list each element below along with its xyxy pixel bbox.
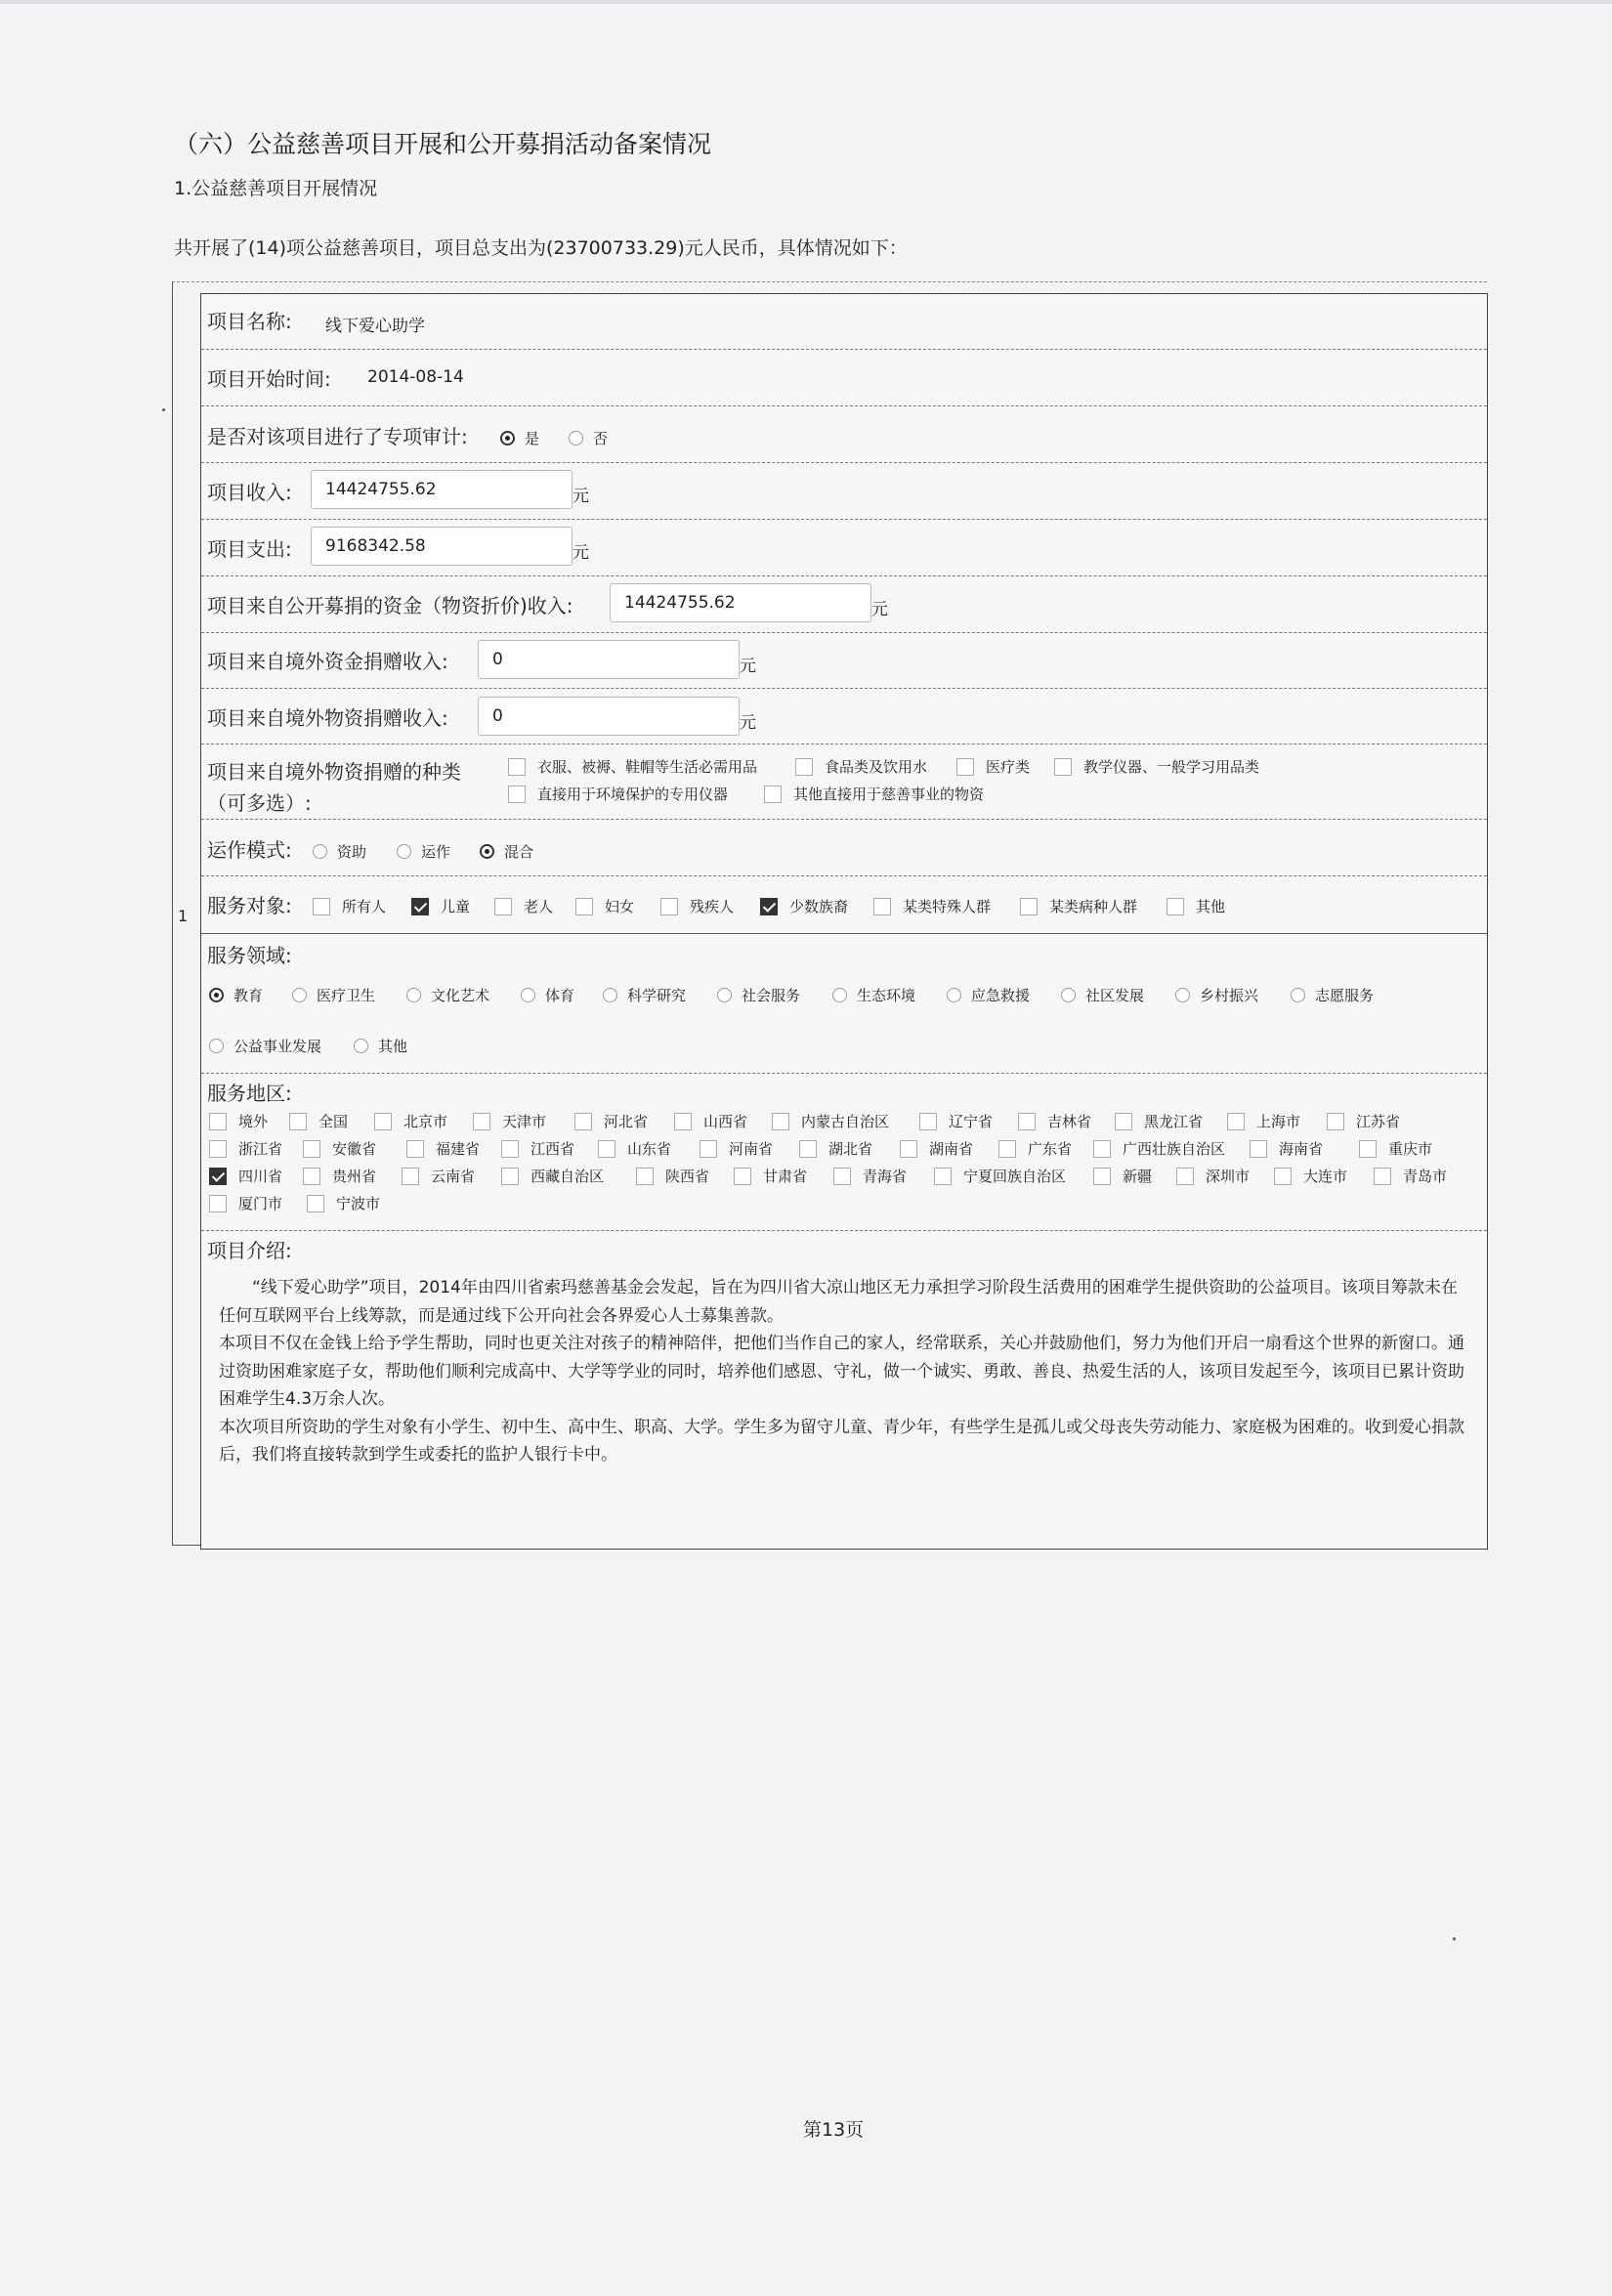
checkbox-icon: [660, 898, 678, 915]
project-form: [200, 293, 1488, 1550]
foreign-fund-label: 项目来自境外资金捐赠收入:: [207, 650, 448, 673]
field-option[interactable]: 教育: [209, 985, 263, 1005]
region-option[interactable]: 河南省: [700, 1138, 773, 1159]
target-option[interactable]: 某类特殊人群: [873, 896, 991, 916]
expense-field[interactable]: 9168342.58: [311, 527, 573, 566]
radio-icon: [313, 844, 327, 859]
checkbox-icon: [209, 1195, 227, 1212]
scan-speck: [162, 408, 165, 411]
checkbox-icon: [575, 898, 593, 915]
checkbox-icon: [508, 786, 526, 803]
region-option[interactable]: 湖北省: [799, 1138, 872, 1159]
goods-type-option[interactable]: 其他直接用于慈善事业的物资: [764, 784, 984, 804]
checkbox-icon: [289, 1113, 307, 1130]
row-income: [201, 463, 1487, 520]
checkbox-checked-icon: [760, 898, 778, 915]
radio-icon: [521, 988, 535, 1002]
region-option[interactable]: 甘肃省: [734, 1166, 807, 1186]
checkbox-checked-icon: [209, 1168, 227, 1185]
region-option[interactable]: 西藏自治区: [501, 1166, 604, 1186]
region-option[interactable]: 浙江省: [209, 1138, 282, 1159]
row-index: 1: [178, 907, 189, 925]
region-option[interactable]: 湖南省: [900, 1138, 973, 1159]
target-option[interactable]: 妇女: [575, 896, 634, 916]
row-expense: [201, 520, 1487, 576]
goods-type-option[interactable]: 食品类及饮用水: [795, 756, 927, 777]
checkbox-icon: [772, 1113, 789, 1130]
region-option[interactable]: 山东省: [598, 1138, 671, 1159]
public-income-field[interactable]: 14424755.62: [610, 583, 871, 622]
checkbox-icon: [209, 1140, 227, 1158]
checkbox-icon: [473, 1113, 490, 1130]
target-option[interactable]: 所有人: [313, 896, 386, 916]
goods-type-option[interactable]: 直接用于环境保护的专用仪器: [508, 784, 728, 804]
goods-type-option[interactable]: 教学仪器、一般学习用品类: [1054, 756, 1259, 777]
intro-paragraph: 本项目不仅在金钱上给予学生帮助，同时也更关注对孩子的精神陪伴，把他们当作自己的家人，经常联系，关心并鼓励他们，努力为他们开启一扇看这个世界的新窗口。通过资助困难家庭子女，帮助他们顺利完成高中、大学等学业的同时，培养他们感恩、守礼，做一个诚实、勇敢、善良、热爱生活的人，该项目发起至今，该项目已累计资助困难学生4.3万余人次。: [219, 1334, 1464, 1409]
row-regions: [201, 1074, 1487, 1231]
checkbox-icon: [402, 1168, 419, 1185]
mode-option-mixed[interactable]: 混合: [480, 841, 533, 862]
target-option[interactable]: 残疾人: [660, 896, 734, 916]
row-targets: [201, 876, 1487, 934]
checkbox-icon: [307, 1195, 324, 1212]
radio-icon: [292, 988, 307, 1002]
target-option[interactable]: 其他: [1167, 896, 1225, 916]
region-option[interactable]: 陕西省: [636, 1166, 709, 1186]
intro-paragraph: “线下爱心助学”项目，2014年由四川省索玛慈善基金会发起，旨在为四川省大凉山地区无力承担学习阶段生活费用的困难学生提供资助的公益项目。该项目筹款未在任何互联网平台上线筹款，而是通过线下公开向社会各界爱心人士募集善款。: [219, 1278, 1458, 1326]
region-option[interactable]: 河北省: [574, 1111, 648, 1131]
goods-type-option[interactable]: 衣服、被褥、鞋帽等生活必需用品: [508, 756, 757, 777]
field-option[interactable]: 应急救援: [947, 985, 1030, 1005]
region-option[interactable]: 宁夏回族自治区: [934, 1166, 1066, 1186]
region-option[interactable]: 天津市: [473, 1111, 546, 1131]
checkbox-icon: [574, 1113, 592, 1130]
row-foreign-goods: [201, 689, 1487, 744]
project-name-value: 线下爱心助学: [325, 317, 425, 336]
goods-type-option[interactable]: 医疗类: [956, 756, 1030, 777]
region-option[interactable]: 内蒙古自治区: [772, 1111, 889, 1131]
region-option[interactable]: 辽宁省: [919, 1111, 993, 1131]
radio-icon: [1291, 988, 1305, 1002]
checkbox-icon: [1115, 1113, 1132, 1130]
foreign-goods-label: 项目来自境外物资捐赠收入:: [207, 706, 448, 730]
row-fields: [201, 934, 1487, 1074]
radio-icon: [603, 988, 617, 1002]
checkbox-icon: [900, 1140, 917, 1158]
region-option[interactable]: 新疆: [1093, 1166, 1152, 1186]
foreign-fund-unit: 元: [740, 657, 756, 676]
row-audit: [201, 406, 1487, 463]
foreign-fund-field[interactable]: 0: [478, 640, 740, 679]
page-number: 第13页: [803, 2119, 865, 2141]
income-label: 项目收入:: [207, 481, 292, 504]
region-option[interactable]: 重庆市: [1359, 1138, 1432, 1159]
region-option[interactable]: 黑龙江省: [1115, 1111, 1203, 1131]
mode-option-fund[interactable]: 资助: [313, 841, 366, 862]
field-label: 服务领域:: [207, 944, 292, 967]
checkbox-icon: [1327, 1113, 1344, 1130]
region-option[interactable]: 深圳市: [1176, 1166, 1250, 1186]
checkbox-icon: [501, 1140, 519, 1158]
start-date-label: 项目开始时间:: [207, 367, 331, 391]
checkbox-icon: [1176, 1168, 1194, 1185]
intro-label: 项目介绍:: [207, 1239, 292, 1262]
checkbox-icon: [998, 1140, 1016, 1158]
region-option[interactable]: 大连市: [1274, 1166, 1347, 1186]
section-title: （六）公益慈善项目开展和公开募捐活动备案情况: [174, 130, 712, 158]
page-top-edge: [0, 0, 1612, 4]
target-option[interactable]: 少数族裔: [760, 896, 848, 916]
radio-icon: [1175, 988, 1190, 1002]
checkbox-icon: [1274, 1168, 1292, 1185]
income-field[interactable]: 14424755.62: [311, 470, 573, 509]
checkbox-icon: [508, 758, 526, 776]
radio-icon: [569, 431, 583, 446]
region-option[interactable]: 云南省: [402, 1166, 475, 1186]
checkbox-icon: [209, 1113, 227, 1130]
checkbox-icon: [799, 1140, 817, 1158]
checkbox-icon: [303, 1140, 320, 1158]
target-option[interactable]: 儿童: [411, 896, 470, 916]
region-option[interactable]: 宁波市: [307, 1193, 380, 1213]
region-option[interactable]: 海南省: [1250, 1138, 1323, 1159]
target-option[interactable]: 某类病种人群: [1020, 896, 1137, 916]
checkbox-icon: [1020, 898, 1038, 915]
project-name-label: 项目名称:: [207, 310, 292, 333]
region-option[interactable]: 山西省: [674, 1111, 747, 1131]
public-income-unit: 元: [871, 600, 888, 619]
field-option[interactable]: 社会服务: [717, 985, 800, 1005]
region-option[interactable]: 全国: [289, 1111, 348, 1131]
checkbox-icon: [313, 898, 330, 915]
region-option[interactable]: 江苏省: [1327, 1111, 1400, 1131]
intro-text: [219, 1274, 1469, 1469]
checkbox-icon: [934, 1168, 952, 1185]
checkbox-icon: [1093, 1168, 1111, 1185]
goods-type-label: 项目来自境外物资捐赠的种类: [207, 760, 461, 784]
checkbox-icon: [1359, 1140, 1377, 1158]
field-option[interactable]: 乡村振兴: [1175, 985, 1258, 1005]
checkbox-icon: [833, 1168, 851, 1185]
field-option[interactable]: 体育: [521, 985, 574, 1005]
checkbox-icon: [764, 786, 782, 803]
checkbox-icon: [303, 1168, 320, 1185]
radio-icon: [832, 988, 847, 1002]
region-option[interactable]: 青海省: [833, 1166, 907, 1186]
start-date-value: 2014-08-14: [367, 367, 464, 387]
radio-icon: [947, 988, 961, 1002]
region-option[interactable]: 广东省: [998, 1138, 1072, 1159]
foreign-goods-field[interactable]: 0: [478, 697, 740, 736]
region-label: 服务地区:: [207, 1082, 292, 1105]
field-option[interactable]: 公益事业发展: [209, 1036, 321, 1056]
foreign-goods-unit: 元: [740, 713, 756, 733]
region-option[interactable]: 吉林省: [1018, 1111, 1091, 1131]
sub-title: 1.公益慈善项目开展情况: [174, 178, 378, 199]
radio-icon: [717, 988, 732, 1002]
region-option[interactable]: 福建省: [406, 1138, 480, 1159]
region-option[interactable]: 四川省: [209, 1166, 282, 1186]
region-option[interactable]: 贵州省: [303, 1166, 376, 1186]
target-label: 服务对象:: [207, 894, 292, 917]
checkbox-icon: [1054, 758, 1072, 776]
mode-label: 运作模式:: [207, 838, 292, 862]
region-option[interactable]: 江西省: [501, 1138, 574, 1159]
row-mode: [201, 820, 1487, 876]
region-option[interactable]: 青岛市: [1374, 1166, 1447, 1186]
checkbox-icon: [873, 898, 891, 915]
checkbox-checked-icon: [411, 898, 429, 915]
row-public-income: [201, 576, 1487, 633]
checkbox-icon: [501, 1168, 519, 1185]
audit-option-yes[interactable]: 是: [500, 428, 539, 448]
checkbox-icon: [406, 1140, 424, 1158]
row-foreign-fund: [201, 633, 1487, 689]
checkbox-icon: [700, 1140, 717, 1158]
audit-option-no[interactable]: 否: [569, 428, 608, 448]
checkbox-icon: [1167, 898, 1184, 915]
intro-paragraph: 本次项目所资助的学生对象有小学生、初中生、高中生、职高、大学。学生多为留守儿童、青少年，有些学生是孤儿或父母丧失劳动能力、家庭极为困难的。收到爱心捐款后，我们将直接转款到学生或委托的监护人银行卡中。: [219, 1417, 1464, 1465]
checkbox-icon: [598, 1140, 615, 1158]
radio-icon: [397, 844, 411, 859]
checkbox-icon: [1018, 1113, 1036, 1130]
field-option[interactable]: 科学研究: [603, 985, 686, 1005]
row-start-date: [201, 350, 1487, 406]
row-project-name: [201, 294, 1487, 350]
checkbox-icon: [956, 758, 974, 776]
row-goods-type: [201, 744, 1487, 820]
region-option[interactable]: 广西壮族自治区: [1093, 1138, 1225, 1159]
checkbox-icon: [1374, 1168, 1391, 1185]
checkbox-icon: [919, 1113, 937, 1130]
expense-unit: 元: [573, 543, 589, 563]
region-option[interactable]: 境外: [209, 1111, 268, 1131]
mode-option-operate[interactable]: 运作: [397, 841, 450, 862]
checkbox-icon: [494, 898, 512, 915]
radio-icon: [406, 988, 421, 1002]
target-option[interactable]: 老人: [494, 896, 553, 916]
checkbox-icon: [636, 1168, 654, 1185]
radio-icon: [209, 1039, 224, 1053]
radio-icon: [1061, 988, 1076, 1002]
radio-selected-icon: [209, 988, 224, 1002]
public-income-label: 项目来自公开募捐的资金（物资折价)收入:: [207, 594, 573, 617]
field-option[interactable]: 文化艺术: [406, 985, 489, 1005]
radio-selected-icon: [500, 431, 515, 446]
region-option[interactable]: 厦门市: [209, 1193, 282, 1213]
row-intro: [201, 1231, 1487, 1549]
region-option[interactable]: 上海市: [1227, 1111, 1300, 1131]
expense-label: 项目支出:: [207, 537, 292, 561]
checkbox-icon: [1227, 1113, 1245, 1130]
radio-icon: [354, 1039, 368, 1053]
field-option[interactable]: 社区发展: [1061, 985, 1144, 1005]
summary-text: 共开展了(14)项公益慈善项目，项目总支出为(23700733.29)元人民币，具体情况如下：: [174, 237, 908, 259]
audit-label: 是否对该项目进行了专项审计:: [207, 425, 468, 448]
income-unit: 元: [573, 487, 589, 506]
checkbox-icon: [674, 1113, 692, 1130]
field-option[interactable]: 其他: [354, 1036, 407, 1056]
checkbox-icon: [734, 1168, 751, 1185]
checkbox-icon: [1093, 1140, 1111, 1158]
region-option[interactable]: 北京市: [374, 1111, 447, 1131]
radio-selected-icon: [480, 844, 494, 859]
region-option[interactable]: 安徽省: [303, 1138, 376, 1159]
goods-type-label-multi: （可多选）:: [207, 791, 312, 815]
scan-speck: [1453, 1937, 1456, 1940]
field-option[interactable]: 生态环境: [832, 985, 915, 1005]
checkbox-icon: [795, 758, 813, 776]
checkbox-icon: [1250, 1140, 1267, 1158]
checkbox-icon: [374, 1113, 392, 1130]
field-option[interactable]: 医疗卫生: [292, 985, 375, 1005]
field-option[interactable]: 志愿服务: [1291, 985, 1374, 1005]
